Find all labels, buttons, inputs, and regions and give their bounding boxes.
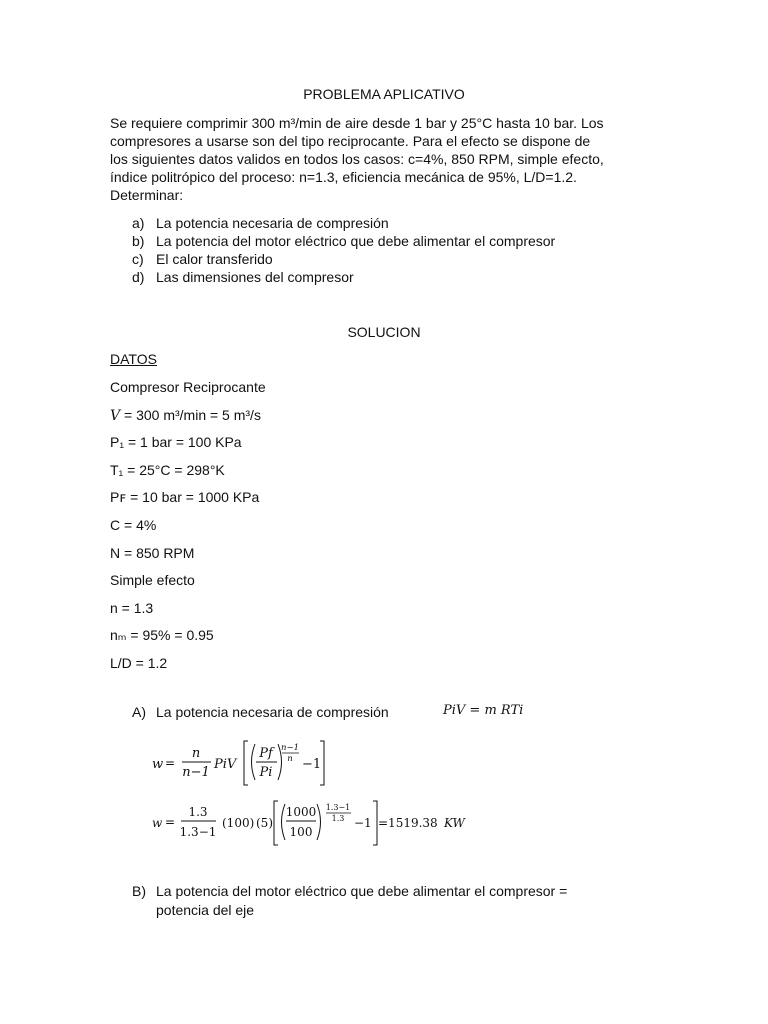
volume-flow-symbol: V	[110, 407, 121, 424]
solution-heading: SOLUCION	[347, 324, 421, 340]
list-marker: d)	[132, 269, 145, 285]
data-item-ld: L/D = 1.2	[110, 654, 168, 671]
volume-flow-value: = 300 m³/min = 5 m³/s	[120, 406, 261, 423]
formula-ratio-num: Pf	[259, 746, 273, 761]
ideal-gas-relation: PiV = m RTi	[443, 703, 524, 718]
numeric-ratio-den: 100	[289, 825, 313, 839]
section-b-line-1: La potencia del motor eléctrico que debe alimentar el compresor =	[156, 883, 568, 899]
problem-statement	[110, 114, 666, 204]
numeric-lhs: w	[152, 816, 163, 830]
list-marker: b)	[132, 233, 145, 249]
numeric-frac-den: 1.3−1	[179, 825, 217, 839]
formula-frac-num: n	[191, 746, 201, 761]
data-item-pf: Pꜰ = 10 bar = 1000 KPa	[110, 489, 260, 506]
data-list	[110, 378, 266, 682]
list-item-text: La potencia necesaria de compresión	[156, 215, 389, 231]
section-b-heading	[132, 882, 567, 920]
data-item-t1: T₁ = 25°C = 298°K	[110, 461, 225, 478]
question-list	[132, 214, 555, 286]
list-marker: c)	[132, 251, 144, 267]
formula-exp-num: n−1	[280, 743, 300, 753]
numeric-pressure: (100)	[222, 816, 255, 830]
statement-line: Se requiere comprimir 300 m³/min de aire desde 1 bar y 25°C hasta 10 bar. Los	[110, 115, 604, 131]
numeric-minus-one: −1	[354, 816, 372, 830]
data-item-nm: nₘ = 95% = 0.95	[110, 627, 214, 644]
section-b-marker: B)	[132, 883, 146, 899]
section-a-heading	[132, 704, 389, 720]
svg-text:=: =	[165, 815, 176, 829]
list-item-text: La potencia del motor eléctrico que debe alimentar el compresor	[156, 233, 556, 249]
list-item-text: El calor transferido	[156, 251, 273, 267]
numeric-exp-num: 1.3−1	[325, 803, 351, 812]
data-item-efecto: Simple efecto	[110, 572, 195, 589]
list-marker: a)	[132, 215, 145, 231]
section-a-marker: A)	[132, 704, 146, 720]
numeric-frac-num: 1.3	[188, 805, 208, 819]
formula-exp-den: n	[287, 754, 293, 764]
svg-text:=: =	[165, 756, 176, 770]
numeric-volume: (5)	[256, 816, 273, 830]
data-item-rpm: N = 850 RPM	[110, 544, 195, 561]
data-item-tipo: Compresor Reciprocante	[110, 379, 266, 395]
list-item-text: Las dimensiones del compresor	[156, 269, 354, 285]
statement-line: compresores a usarse son del tipo reciprocante. Para el efecto se dispone de	[110, 133, 591, 149]
formula-piv: PiV	[214, 757, 237, 772]
formula-ratio-den: Pi	[259, 765, 273, 780]
numeric-exp-den: 1.3	[331, 814, 345, 823]
section-a-text: La potencia necesaria de compresión	[156, 704, 389, 720]
list-item	[132, 232, 555, 250]
page-title: PROBLEMA APLICATIVO	[303, 86, 465, 102]
formula-lhs: w	[152, 757, 164, 772]
numeric-unit: KW	[444, 816, 465, 830]
data-item-n: n = 1.3	[110, 599, 154, 616]
data-item-c: C = 4%	[110, 516, 157, 533]
data-item-p1: P₁ = 1 bar = 100 KPa	[110, 434, 242, 451]
formula-frac-den: n−1	[182, 765, 210, 780]
statement-line: índice politrópico del proceso: n=1.3, eficiencia mecánica de 95%, L/D=1.2.	[110, 169, 577, 185]
numeric-result: =1519.38	[378, 816, 438, 830]
data-item-caudal	[110, 406, 266, 434]
list-item	[132, 250, 555, 268]
datos-heading: DATOS	[110, 351, 157, 367]
statement-line: Determinar:	[110, 187, 184, 203]
formula-minus-one: −1	[302, 757, 322, 772]
section-b-line-2: potencia del eje	[156, 902, 255, 918]
numeric-ratio-num: 1000	[285, 805, 317, 819]
list-item	[132, 214, 555, 232]
statement-line: los siguientes datos validos en todos los casos: c=4%, 850 RPM, simple efecto,	[110, 151, 604, 167]
list-item	[132, 268, 555, 286]
